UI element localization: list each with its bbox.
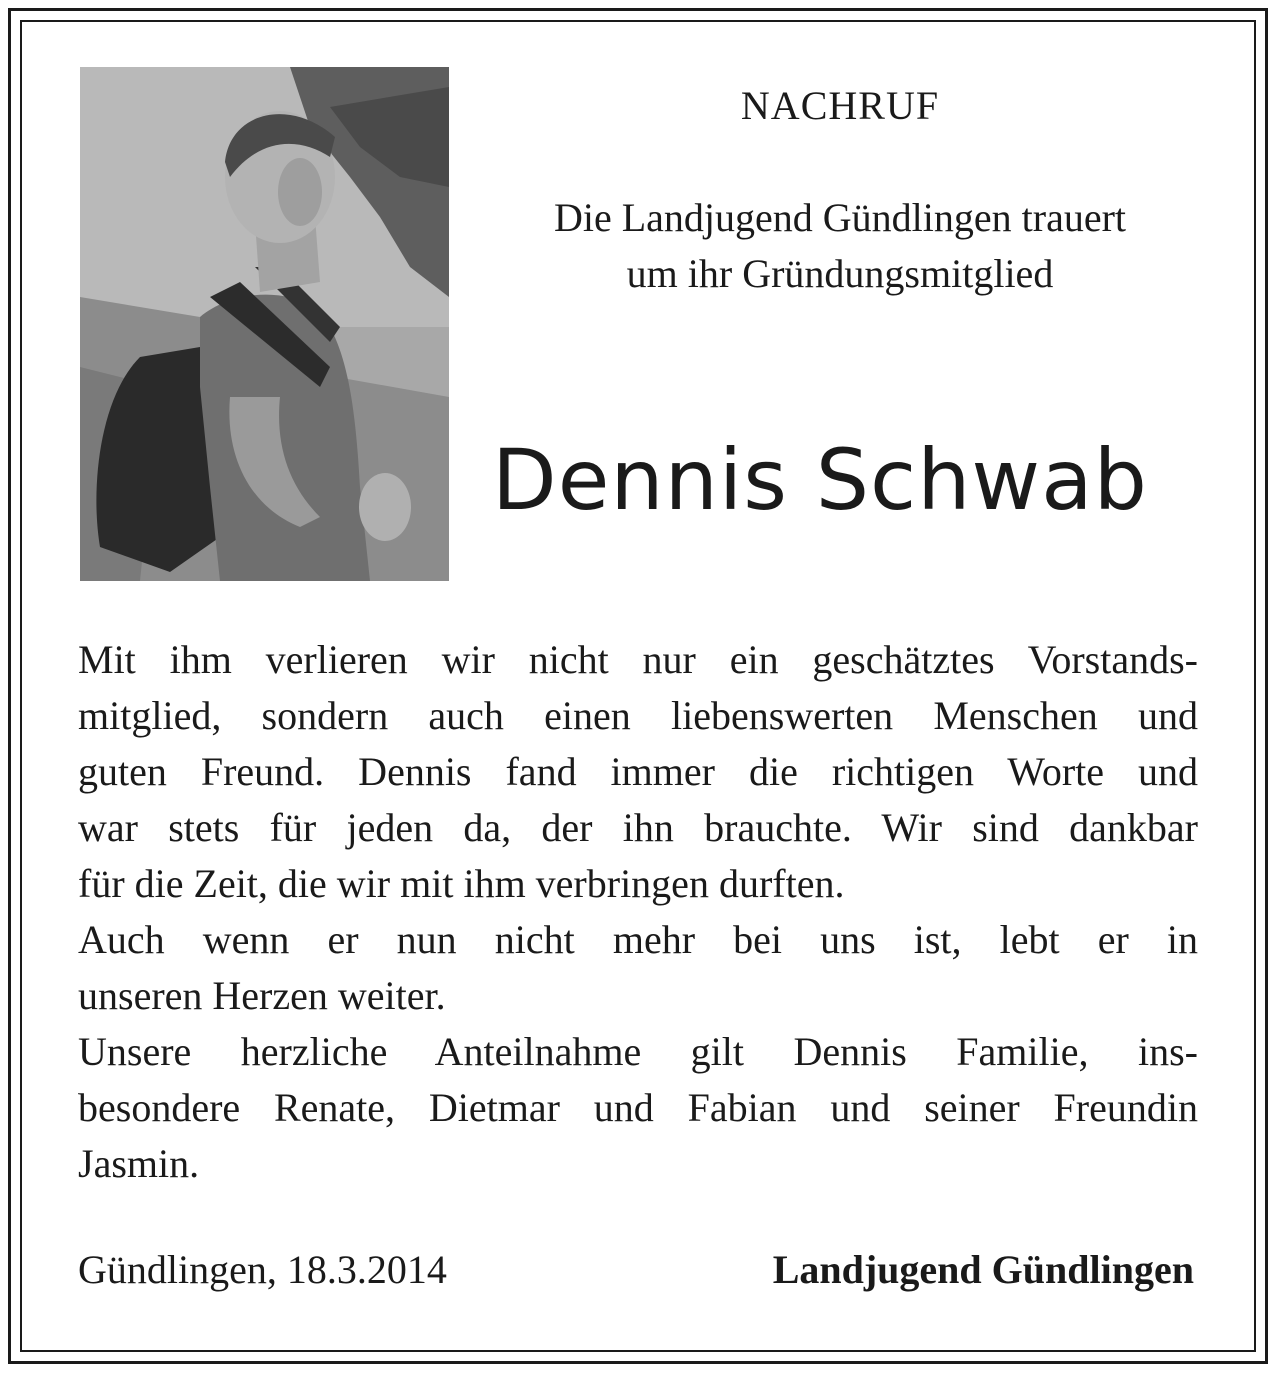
body-line: Auch wenn er nun nicht mehr bei uns ist, lebt er in <box>78 917 1198 962</box>
obituary-text <box>78 632 1198 1192</box>
body-line: besondere Renate, Dietmar und Fabian und seiner Freundin <box>78 1085 1198 1130</box>
intro-line-2: um ihr Gründungsmitglied <box>626 251 1054 296</box>
portrait-photo <box>80 67 449 581</box>
body-line: für die Zeit, die wir mit ihm verbringen durften. <box>78 861 845 906</box>
body-line: Unsere herzliche Anteilnahme gilt Dennis Familie, ins- <box>78 1029 1198 1074</box>
body-line: Jasmin. <box>78 1141 200 1186</box>
body-line: mitglied, sondern auch einen liebenswerten Menschen und <box>78 693 1198 738</box>
intro-line-1: Die Landjugend Gündlingen trauert <box>553 195 1127 240</box>
place-and-date: Gündlingen, 18.3.2014 <box>78 1247 447 1292</box>
signature: Landjugend Gündlingen <box>772 1247 1194 1292</box>
heading-nachruf: NACHRUF <box>740 83 940 128</box>
body-line: Mit ihm verlieren wir nicht nur ein geschätztes Vorstands- <box>78 637 1198 682</box>
deceased-name: Dennis Schwab <box>492 431 1148 529</box>
body-line: guten Freund. Dennis fand immer die richtigen Worte und <box>78 749 1198 794</box>
body-line: unseren Herzen weiter. <box>78 973 446 1018</box>
body-line: war stets für jeden da, der ihn brauchte. Wir sind dankbar <box>78 805 1198 850</box>
